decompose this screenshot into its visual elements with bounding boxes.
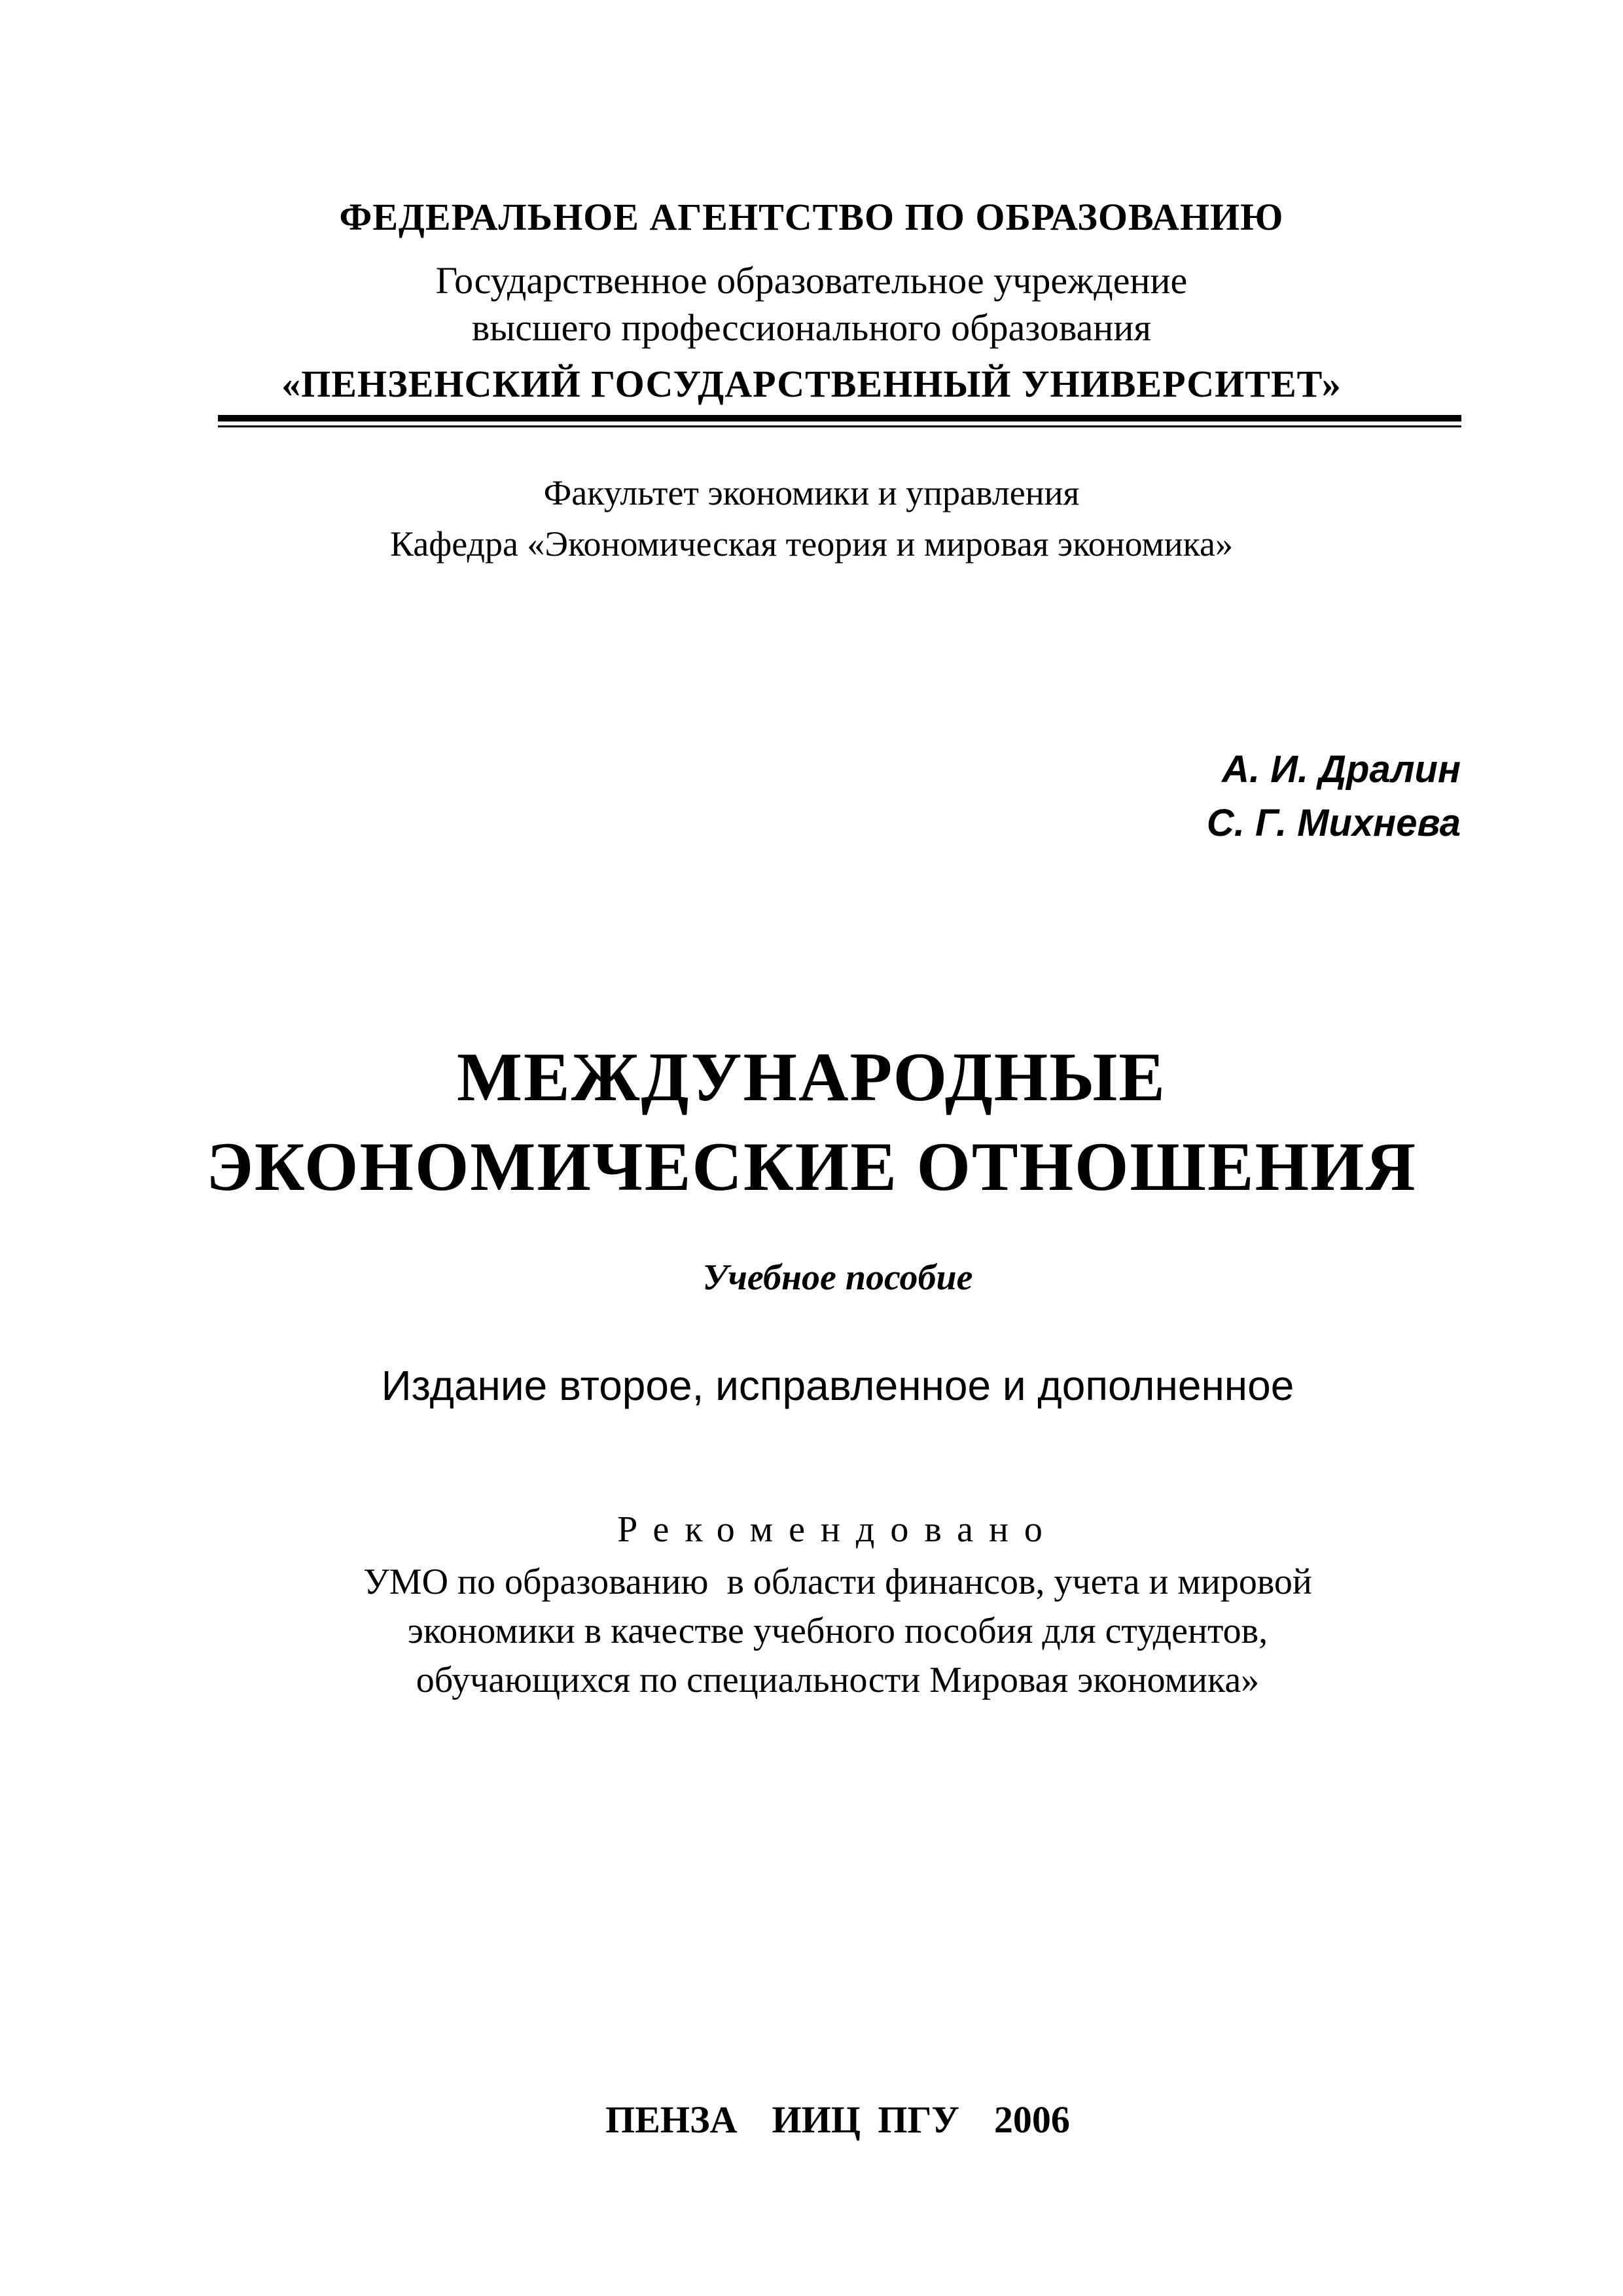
publisher-imprint: ПЕНЗА ИИЦ ПГУ 2006: [605, 2098, 1070, 2141]
agency-heading: ФЕДЕРАЛЬНОЕ АГЕНТСТВО ПО ОБРАЗОВАНИЮ: [339, 196, 1284, 238]
recommendation-line-2: экономики в качестве учебного пособия для студентов,: [407, 1611, 1268, 1651]
institution-line-2: высшего профессионального образования: [471, 306, 1152, 349]
book-title-line-2: ЭКОНОМИЧЕСКИЕ ОТНОШЕНИЯ: [205, 1128, 1418, 1205]
edition-note: Издание второе, исправленное и дополненное: [381, 1362, 1294, 1409]
recommendation-heading: Рекомендовано: [617, 1509, 1058, 1550]
author-1: А. И. Дралин: [1222, 748, 1461, 791]
header-rule-thin: [218, 425, 1461, 427]
author-2: С. Г. Михнева: [1206, 802, 1461, 844]
university-name: «ПЕНЗЕНСКИЙ ГОСУДАРСТВЕННЫЙ УНИВЕРСИТЕТ»: [281, 363, 1342, 405]
book-title-line-1: МЕЖДУНАРОДНЫЕ: [456, 1039, 1167, 1115]
recommendation-line-1: УМО по образованию в области финансов, учета и мировой: [363, 1562, 1312, 1602]
institution-line-1: Государственное образовательное учреждение: [435, 259, 1188, 302]
header-rule-thick: [218, 415, 1461, 422]
faculty-name: Факультет экономики и управления: [543, 473, 1080, 512]
department-name: Кафедра «Экономическая теория и мировая экономика»: [389, 524, 1234, 564]
recommendation-line-3: обучающихся по специальности Мировая экономика»: [416, 1660, 1260, 1700]
book-subtitle: Учебное пособие: [702, 1257, 973, 1298]
